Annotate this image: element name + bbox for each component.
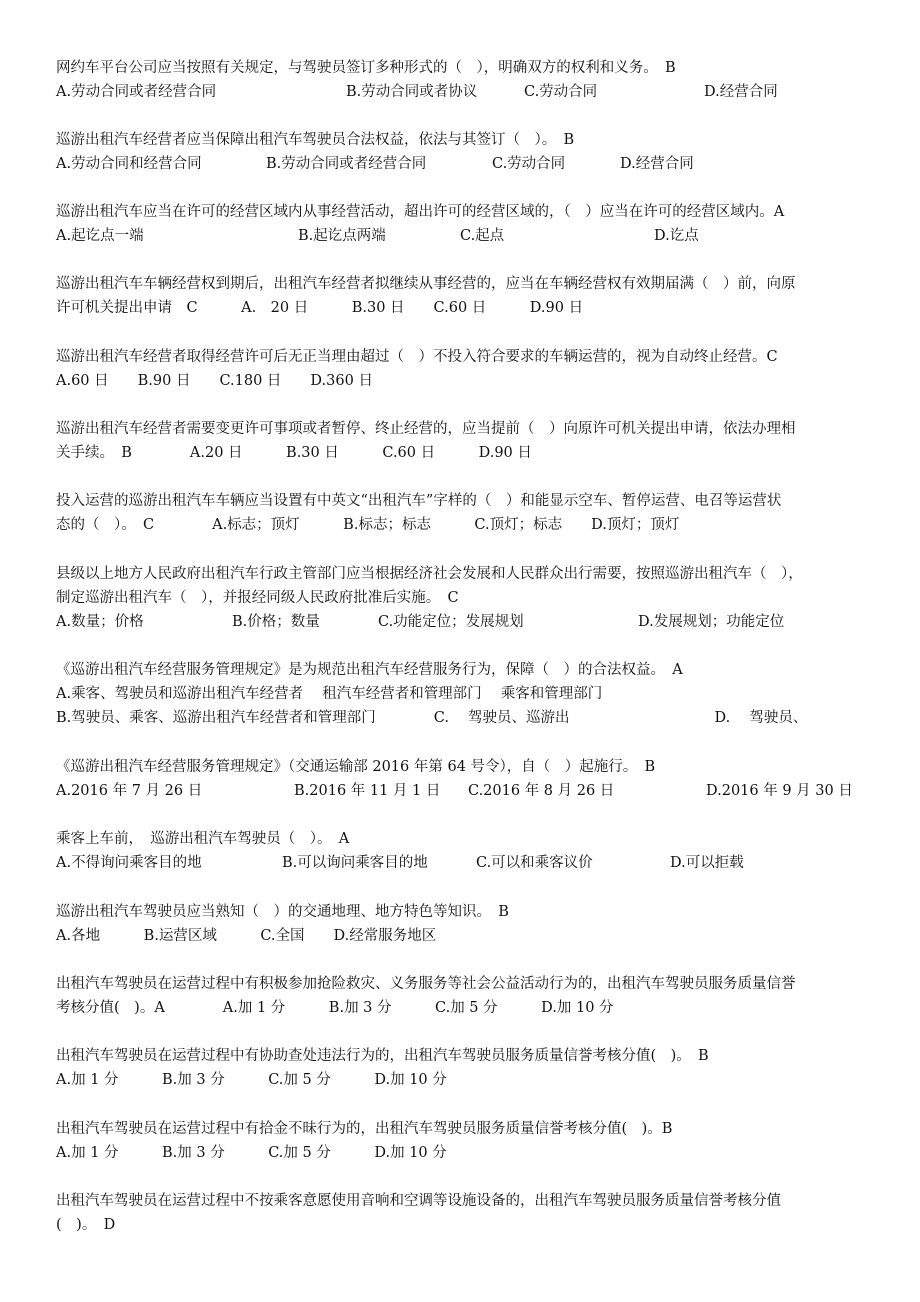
question-text: 巡游出租汽车车辆经营权到期后，出租汽车经营者拟继续从事经营的，应当在车辆经营权有效期届满（ ）前，向原 xyxy=(56,276,796,292)
question-text: 出租汽车驾驶员在运营过程中有协助查处违法行为的，出租汽车驾驶员服务质量信誉考核分值( )。 B xyxy=(56,1048,709,1064)
question-options: A.各地 B.运营区域 C.全国 D.经常服务地区 xyxy=(56,928,437,944)
option-b: B.可以询问乘客目的地 xyxy=(282,855,428,871)
question-text: 网约车平台公司应当按照有关规定，与驾驶员签订多种形式的（ ），明确双方的权利和义务。 B xyxy=(56,60,676,76)
option-d: D.经营合同 xyxy=(704,84,778,100)
option-d: D.可以拒载 xyxy=(670,855,744,871)
option-d: D.2016 年 9 月 30 日 xyxy=(706,783,853,799)
question-text: 巡游出租汽车应当在许可的经营区域内从事经营活动，超出许可的经营区域的，（ ）应当在许可的经营区域内。A xyxy=(56,204,785,220)
option-a: A.起讫点一端 xyxy=(56,228,144,244)
option-a: A.劳动合同和经营合同 xyxy=(56,156,202,172)
option-c: C.2016 年 8 月 26 日 xyxy=(468,783,615,799)
option-b: B.价格；数量 xyxy=(232,614,320,630)
question-text: 制定巡游出租汽车（ ），并报经同级人民政府批准后实施。 C xyxy=(56,590,459,606)
option-a: A.2016 年 7 月 26 日 xyxy=(56,783,203,799)
option-d: D.经营合同 xyxy=(620,156,694,172)
option-c: C.起点 xyxy=(460,228,505,244)
option-d: D.发展规划；功能定位 xyxy=(638,614,785,630)
option-c: C.劳动合同 xyxy=(492,156,566,172)
option-a: A.不得询问乘客目的地 xyxy=(56,855,202,871)
option-b: B.劳动合同或者经营合同 xyxy=(266,156,427,172)
option-b: B.劳动合同或者协议 xyxy=(346,84,478,100)
question-text: 考核分值( )。A A.加 1 分 B.加 3 分 C.加 5 分 D.加 10 分 xyxy=(56,1000,614,1016)
question-text: 态的（ ）。 C A.标志；顶灯 B.标志；标志 C.顶灯；标志 D.顶灯；顶灯 xyxy=(56,517,680,533)
question-options: A.60 日 B.90 日 C.180 日 D.360 日 xyxy=(56,373,373,389)
question-options: A.加 1 分 B.加 3 分 C.加 5 分 D.加 10 分 xyxy=(56,1145,447,1161)
question-text: 巡游出租汽车经营者需要变更许可事项或者暂停、终止经营的，应当提前（ ）向原许可机关提出申请，依法办理相 xyxy=(56,421,796,437)
question-text: 巡游出租汽车经营者应当保障出租汽车驾驶员合法权益，依法与其签订（ ）。 B xyxy=(56,132,575,148)
option-d: D.讫点 xyxy=(654,228,699,244)
question-text: 投入运营的巡游出租汽车车辆应当设置有中英文“出租汽车”字样的（ ）和能显示空车、暂停运营、电召等运营状 xyxy=(56,493,782,509)
question-options: A.加 1 分 B.加 3 分 C.加 5 分 D.加 10 分 xyxy=(56,1072,447,1088)
question-text: ( )。 D xyxy=(56,1217,116,1233)
question-text: 县级以上地方人民政府出租汽车行政主管部门应当根据经济社会发展和人民群众出行需要，按照巡游出租汽车（ ）， xyxy=(56,566,803,582)
option-b: B.2016 年 11 月 1 日 xyxy=(294,783,441,799)
question-text: 出租汽车驾驶员在运营过程中不按乘客意愿使用音响和空调等设施设备的，出租汽车驾驶员服务质量信誉考核分值 xyxy=(56,1193,781,1209)
question-text: B.驾驶员、乘客、巡游出租汽车经营者和管理部门 C. 驾驶员、巡游出 D. 驾驶员、 xyxy=(56,710,808,726)
question-text: 《巡游出租汽车经营服务管理规定》（交通运输部 2016 年第 64 号令），自（ ）起施行。 B xyxy=(56,759,656,775)
question-text: 乘客上车前， 巡游出租汽车驾驶员（ ）。 A xyxy=(56,831,350,847)
option-a: A.劳动合同或者经营合同 xyxy=(56,84,217,100)
option-c: C.功能定位；发展规划 xyxy=(378,614,524,630)
question-text: 出租汽车驾驶员在运营过程中有拾金不昧行为的，出租汽车驾驶员服务质量信誉考核分值( )。B xyxy=(56,1121,673,1137)
option-b: B.起讫点两端 xyxy=(298,228,386,244)
option-a: A.数量；价格 xyxy=(56,614,144,630)
question-text: 巡游出租汽车经营者取得经营许可后无正当理由超过（ ）不投入符合要求的车辆运营的，视为自动终止经营。C xyxy=(56,349,778,365)
option-c: C.可以和乘客议价 xyxy=(476,855,593,871)
question-text: 巡游出租汽车驾驶员应当熟知（ ）的交通地理、地方特色等知识。 B xyxy=(56,904,509,920)
question-text: 出租汽车驾驶员在运营过程中有积极参加抢险救灾、义务服务等社会公益活动行为的，出租汽车驾驶员服务质量信誉 xyxy=(56,976,796,992)
question-text: 许可机关提出申请 C A. 20 日 B.30 日 C.60 日 D.90 日 xyxy=(56,300,584,316)
question-text: 关手续。 B A.20 日 B.30 日 C.60 日 D.90 日 xyxy=(56,445,532,461)
question-text: 《巡游出租汽车经营服务管理规定》是为规范出租汽车经营服务行为，保障（ ）的合法权益。 A xyxy=(56,662,683,678)
question-text: A.乘客、驾驶员和巡游出租汽车经营者 租汽车经营者和管理部门 乘客和管理部门 xyxy=(56,686,603,702)
option-c: C.劳动合同 xyxy=(524,84,598,100)
